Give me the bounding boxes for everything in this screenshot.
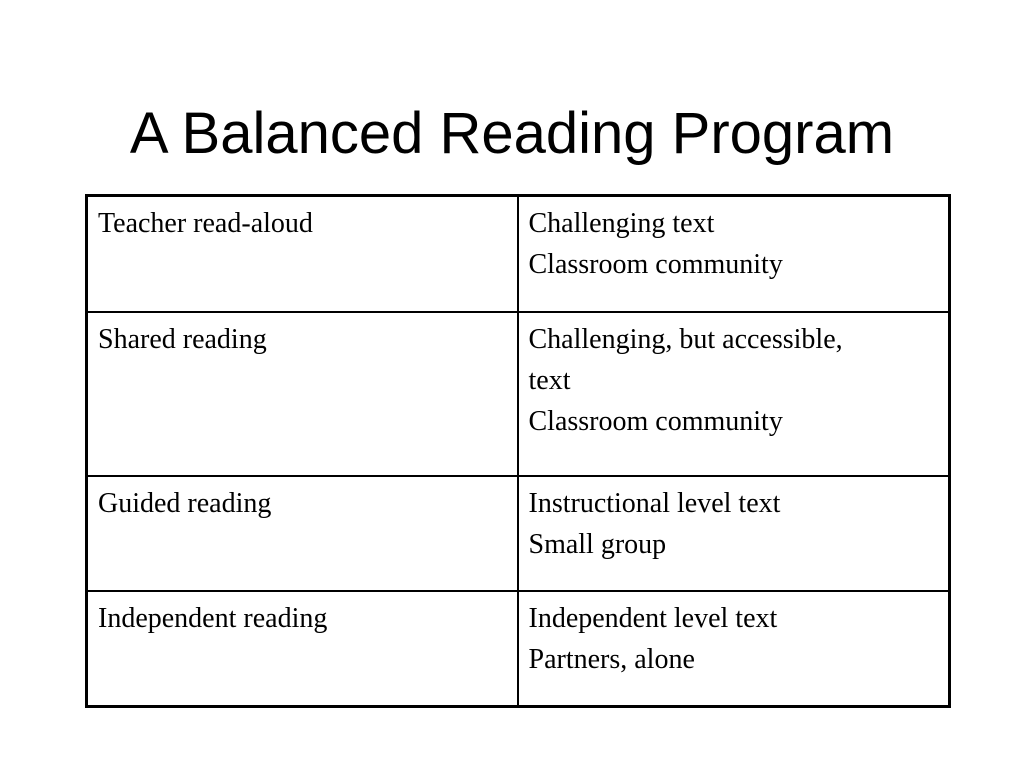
activity-label: Teacher read-aloud — [98, 208, 313, 239]
details-cell — [518, 591, 950, 707]
detail-line: Classroom community — [528, 405, 783, 437]
detail-line: Classroom community — [528, 249, 783, 280]
reading-program-table — [85, 194, 951, 708]
activity-label: Shared reading — [98, 323, 267, 355]
details-cell — [518, 312, 950, 476]
details-cell — [518, 196, 950, 312]
detail-line: Partners, alone — [528, 643, 695, 675]
detail-line: Challenging, but accessible, — [528, 323, 843, 355]
table-row — [87, 591, 950, 707]
detail-line: Challenging text — [528, 208, 715, 239]
activity-cell — [87, 591, 518, 707]
slide-title: A Balanced Reading Program — [129, 101, 895, 166]
details-cell — [518, 476, 950, 591]
table-row — [87, 312, 950, 476]
activity-cell — [87, 196, 518, 312]
detail-line: Independent level text — [528, 602, 778, 634]
activity-label: Guided reading — [98, 487, 272, 519]
detail-line: Instructional level text — [528, 487, 781, 519]
table-row — [87, 196, 950, 312]
table-row — [87, 476, 950, 591]
detail-line: text — [528, 364, 571, 396]
activity-cell — [87, 312, 518, 476]
detail-line: Small group — [528, 528, 667, 560]
activity-label: Independent reading — [98, 602, 328, 634]
activity-cell — [87, 476, 518, 591]
